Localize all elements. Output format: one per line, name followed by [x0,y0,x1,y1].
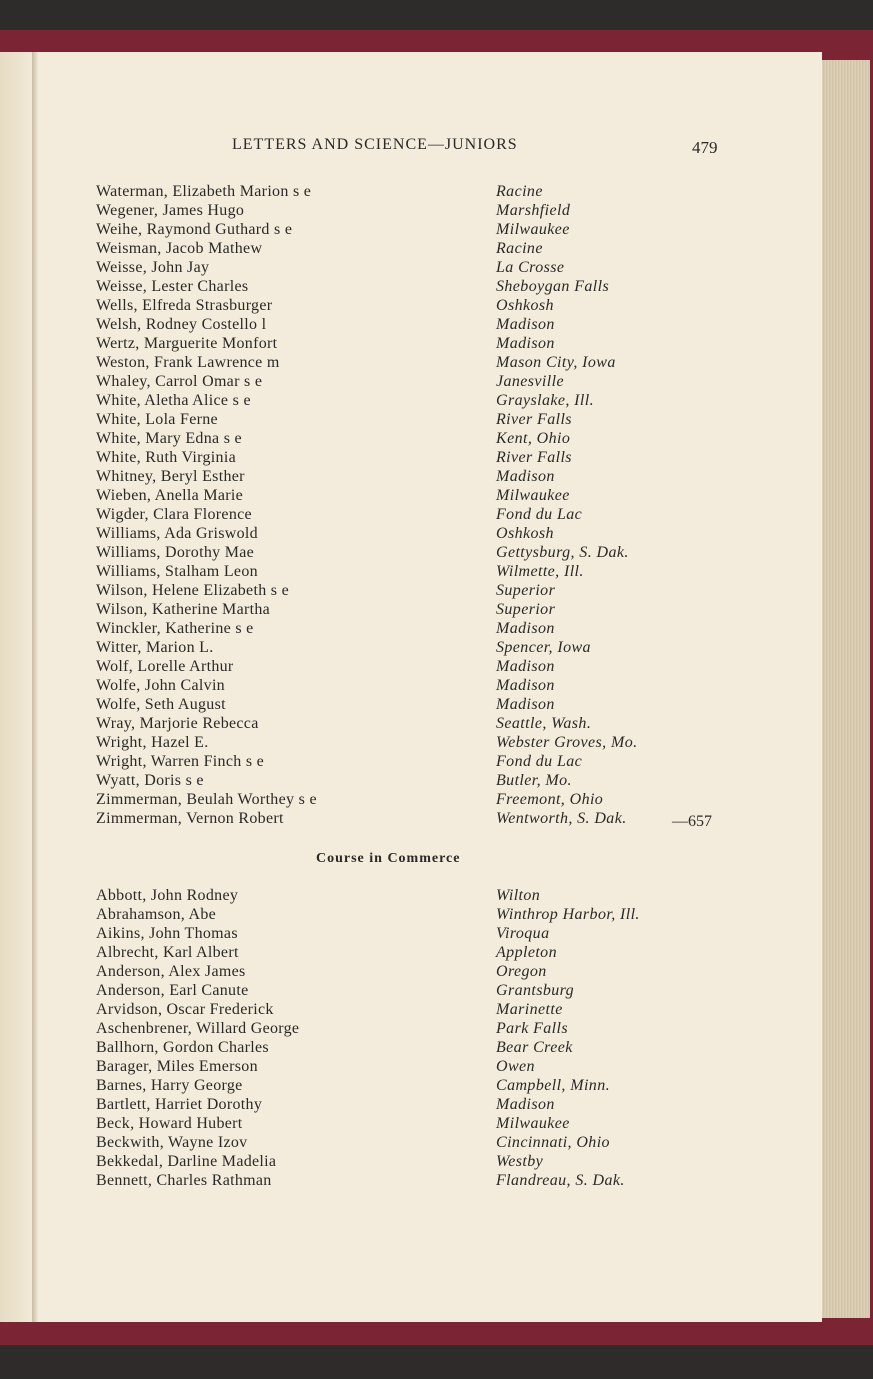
entry-place: Marinette [496,1001,563,1018]
entry-place: La Crosse [496,259,565,276]
entry-name: Anderson, Earl Canute [96,982,249,999]
entry-name: Witter, Marion L. [96,639,214,656]
entry-place: Wilton [496,887,541,904]
running-head: LETTERS AND SCIENCE—JUNIORS [232,136,518,153]
entry-name: Wray, Marjorie Rebecca [96,715,259,732]
entry-name: Bennett, Charles Rathman [96,1172,272,1189]
entry-name: Bekkedal, Darline Madelia [96,1153,277,1170]
entry-name: Wyatt, Doris s e [96,772,204,789]
entry-place: Madison [496,1096,555,1113]
entry-name: Welsh, Rodney Costello l [96,316,267,333]
entry-place: Bear Creek [496,1039,573,1056]
page-block-edge [820,60,870,1318]
entry-name: Barager, Miles Emerson [96,1058,258,1075]
entry-place: Oshkosh [496,525,554,542]
entry-place: Seattle, Wash. [496,715,592,732]
entry-place: Campbell, Minn. [496,1077,610,1094]
entry-place: Fond du Lac [496,506,583,523]
entry-place: Viroqua [496,925,550,942]
entry-place: Milwaukee [496,487,570,504]
entry-place: Oregon [496,963,547,980]
entry-place: Gettysburg, S. Dak. [496,544,629,561]
entry-name: White, Ruth Virginia [96,449,236,466]
entry-name: Bartlett, Harriet Dorothy [96,1096,263,1113]
entry-name: Ballhorn, Gordon Charles [96,1039,269,1056]
entry-place: Milwaukee [496,1115,570,1132]
entry-place: Kent, Ohio [496,430,571,447]
entry-name: Wilson, Helene Elizabeth s e [96,582,290,599]
entry-place: Racine [496,183,543,200]
entry-place: Milwaukee [496,221,570,238]
entry-name: Abbott, John Rodney [96,887,239,904]
entry-place: Madison [496,620,555,637]
entry-place: Butler, Mo. [496,772,572,789]
entry-name: Wright, Warren Finch s e [96,753,265,770]
entry-name: Williams, Ada Griswold [96,525,258,542]
page-number: 479 [692,138,718,157]
entry-place: Grantsburg [496,982,575,999]
entry-name: Wolfe, Seth August [96,696,226,713]
entry-name: Winckler, Katherine s e [96,620,254,637]
entry-place: Wentworth, S. Dak. [496,810,627,827]
entry-place: Wilmette, Ill. [496,563,584,580]
entry-name: Abrahamson, Abe [96,906,217,923]
entry-place: Mason City, Iowa [496,354,616,371]
entry-place: Flandreau, S. Dak. [496,1172,625,1189]
entry-name: Whaley, Carrol Omar s e [96,373,263,390]
entry-name: Zimmerman, Beulah Worthey s e [96,791,317,808]
entry-name: Wigder, Clara Florence [96,506,252,523]
entry-name: Wegener, James Hugo [96,202,245,219]
entry-name: Williams, Dorothy Mae [96,544,255,561]
entry-name: Aikins, John Thomas [96,925,238,942]
entry-place: River Falls [496,449,572,466]
entry-place: Fond du Lac [496,753,583,770]
juniors-count: —657 [672,813,712,830]
entry-name: Aschenbrener, Willard George [96,1020,300,1037]
entry-place: Superior [496,601,556,618]
entry-place: Madison [496,677,555,694]
entry-place: Sheboygan Falls [496,278,610,295]
entry-name: Weisse, Lester Charles [96,278,249,295]
entry-name: Beckwith, Wayne Izov [96,1134,248,1151]
entry-name: Williams, Stalham Leon [96,563,258,580]
entry-name: Wilson, Katherine Martha [96,601,271,618]
entry-place: Madison [496,468,555,485]
entry-name: Weihe, Raymond Guthard s e [96,221,293,238]
entry-name: Wright, Hazel E. [96,734,209,751]
entry-name: White, Aletha Alice s e [96,392,251,409]
entry-place: Spencer, Iowa [496,639,591,656]
entry-name: Wells, Elfreda Strasburger [96,297,273,314]
entry-place: Madison [496,335,555,352]
entry-place: Madison [496,658,555,675]
entry-name: Barnes, Harry George [96,1077,243,1094]
entry-name: Wertz, Marguerite Monfort [96,335,278,352]
entry-place: River Falls [496,411,572,428]
entry-place: Westby [496,1153,544,1170]
entry-name: Waterman, Elizabeth Marion s e [96,183,312,200]
entry-name: Albrecht, Karl Albert [96,944,239,961]
entry-name: Zimmerman, Vernon Robert [96,810,284,827]
entry-name: Wolfe, John Calvin [96,677,225,694]
entry-place: Superior [496,582,556,599]
entry-name: Arvidson, Oscar Frederick [96,1001,274,1018]
entry-name: Wolf, Lorelle Arthur [96,658,234,675]
entry-name: Beck, Howard Hubert [96,1115,243,1132]
entry-place: Oshkosh [496,297,554,314]
entry-place: Madison [496,316,555,333]
entry-place: Winthrop Harbor, Ill. [496,906,640,923]
entry-name: Anderson, Alex James [96,963,246,980]
entry-name: White, Mary Edna s e [96,430,242,447]
entry-name: Weisse, John Jay [96,259,210,276]
entry-place: Appleton [496,944,557,961]
entry-place: Janesville [496,373,564,390]
entry-place: Owen [496,1058,535,1075]
entry-place: Marshfield [496,202,571,219]
entry-place: Freemont, Ohio [496,791,604,808]
entry-place: Park Falls [496,1020,568,1037]
entry-place: Webster Groves, Mo. [496,734,638,751]
section-heading-commerce: Course in Commerce [316,851,461,866]
entry-name: Whitney, Beryl Esther [96,468,245,485]
entry-place: Madison [496,696,555,713]
entry-place: Cincinnati, Ohio [496,1134,610,1151]
entry-name: Wieben, Anella Marie [96,487,244,504]
entry-name: White, Lola Ferne [96,411,218,428]
facing-page-edge [0,52,32,1322]
entry-name: Weston, Frank Lawrence m [96,354,280,371]
entry-name: Weisman, Jacob Mathew [96,240,263,257]
entry-place: Racine [496,240,543,257]
entry-place: Grayslake, Ill. [496,392,594,409]
